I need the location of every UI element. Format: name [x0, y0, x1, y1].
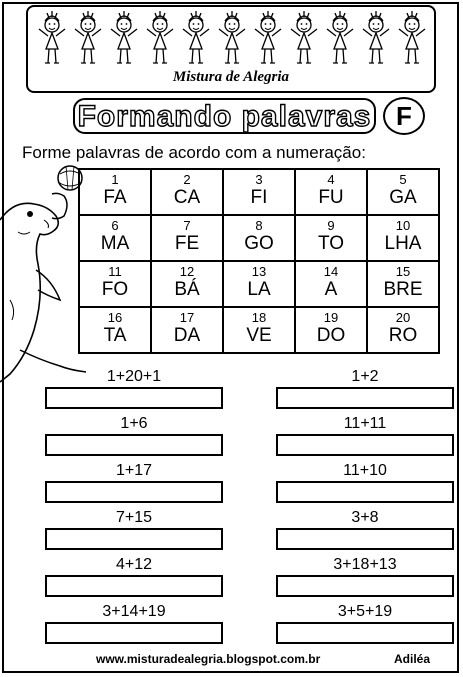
exercise-expression: 1+17: [115, 462, 153, 479]
grid-cell: [295, 169, 367, 215]
cell-syllable: FU: [318, 187, 344, 208]
grid-cell: [79, 215, 151, 261]
exercise-expression: 3+8: [351, 509, 379, 526]
exercise-expression: 1+2: [351, 368, 379, 385]
exercise-left-3: [45, 461, 223, 503]
exercise-expression: 3+14+19: [102, 603, 166, 620]
cell-syllable: MA: [100, 233, 130, 254]
grid-cell: [151, 307, 223, 353]
cell-syllable: TO: [317, 233, 345, 254]
cell-syllable: CA: [173, 187, 201, 208]
grid-cell: [295, 307, 367, 353]
exercise-right-5: [276, 555, 454, 597]
cell-syllable: GA: [389, 187, 417, 208]
cell-syllable: LA: [247, 279, 271, 300]
header-banner: [26, 5, 436, 93]
child-figure-icon: [147, 11, 173, 63]
grid-cell: [223, 307, 295, 353]
cell-number: 10: [395, 218, 411, 233]
answer-box[interactable]: [45, 481, 223, 503]
grid-cell: [367, 307, 439, 353]
child-figure-icon: [363, 11, 389, 63]
answer-box[interactable]: [45, 387, 223, 409]
exercise-right-1: [276, 367, 454, 409]
grid-cell: [79, 307, 151, 353]
cell-number: 14: [323, 264, 339, 279]
cell-syllable: DA: [173, 325, 201, 346]
cell-number: 20: [395, 310, 411, 325]
cell-number: 16: [107, 310, 123, 325]
answer-box[interactable]: [45, 575, 223, 597]
exercise-right-4: [276, 508, 454, 550]
grid-cell: [223, 215, 295, 261]
grid-cell: [223, 261, 295, 307]
child-figure-icon: [75, 11, 101, 63]
instruction-text: Forme palavras de acordo com a numeração:: [22, 143, 366, 162]
cell-syllable: TA: [103, 325, 127, 346]
grid-cell: [295, 215, 367, 261]
exercise-expression: 3+5+19: [337, 603, 393, 620]
exercise-expression: 7+15: [115, 509, 153, 526]
footer-url: www.misturadealegria.blogspot.com.br: [96, 652, 321, 666]
grid-cell: [295, 261, 367, 307]
grid-row: [79, 215, 439, 261]
exercise-left-5: [45, 555, 223, 597]
cell-number: 8: [255, 218, 263, 233]
answer-box[interactable]: [45, 434, 223, 456]
cell-number: 7: [183, 218, 191, 233]
exercise-right-3: [276, 461, 454, 503]
cell-syllable: LHA: [384, 233, 422, 254]
syllable-grid: [78, 168, 440, 354]
cell-syllable: A: [324, 279, 338, 300]
cell-syllable: GO: [244, 233, 274, 254]
child-figure-icon: [255, 11, 281, 63]
cell-number: 18: [251, 310, 267, 325]
child-figure-icon: [291, 11, 317, 63]
child-figure-icon: [399, 11, 425, 63]
seal-with-ball-illustration: [0, 160, 90, 390]
cell-syllable: FI: [250, 187, 268, 208]
grid-cell: [151, 215, 223, 261]
child-figure-icon: [111, 11, 137, 63]
grid-row: [79, 261, 439, 307]
exercise-expression: 1+20+1: [106, 368, 162, 385]
grid-cell: [151, 169, 223, 215]
cell-number: 2: [183, 172, 191, 187]
grid-cell: [151, 261, 223, 307]
cell-syllable: BRE: [383, 279, 423, 300]
answer-box[interactable]: [276, 528, 454, 550]
child-figure-icon: [219, 11, 245, 63]
title-box: [73, 98, 376, 134]
child-figure-icon: [327, 11, 353, 63]
answer-box[interactable]: [45, 528, 223, 550]
grid-cell: [367, 215, 439, 261]
grid-cell: [367, 169, 439, 215]
brand-name: Mistura de Alegria: [172, 69, 290, 85]
answer-box[interactable]: [276, 622, 454, 644]
cell-syllable: FA: [103, 187, 127, 208]
exercise-left-2: [45, 414, 223, 456]
child-figure-icon: [183, 11, 209, 63]
exercise-expression: 11+10: [343, 462, 387, 479]
children-illustration: [34, 9, 430, 67]
answer-box[interactable]: [276, 387, 454, 409]
exercise-expression: 4+12: [115, 556, 153, 573]
letter-badge: F: [383, 97, 425, 135]
child-figure-icon: [39, 11, 65, 63]
grid-cell: [79, 261, 151, 307]
cell-number: 4: [327, 172, 335, 187]
page-title: Formando palavras: [77, 100, 372, 133]
exercise-expression: 3+18+13: [333, 556, 397, 573]
cell-number: 3: [255, 172, 263, 187]
cell-number: 13: [251, 264, 267, 279]
cell-number: 17: [179, 310, 195, 325]
cell-syllable: FE: [174, 233, 200, 254]
grid-row: [79, 307, 439, 353]
cell-syllable: BÁ: [174, 279, 200, 300]
grid-row: [79, 169, 439, 215]
cell-syllable: VE: [246, 325, 272, 346]
cell-syllable: FO: [101, 279, 129, 300]
grid-cell: [223, 169, 295, 215]
cell-number: 15: [395, 264, 411, 279]
cell-number: 19: [323, 310, 339, 325]
cell-number: 11: [108, 264, 122, 279]
answer-box[interactable]: [276, 481, 454, 503]
exercise-expression: 1+6: [120, 415, 148, 432]
exercise-left-4: [45, 508, 223, 550]
footer-author: Adiléa: [394, 652, 431, 666]
exercise-right-6: [276, 602, 454, 644]
exercise-expression: 11+11: [343, 415, 387, 432]
exercise-right-2: [276, 414, 454, 456]
exercise-left-1: [45, 367, 223, 409]
cell-number: 12: [179, 264, 195, 279]
answer-box[interactable]: [45, 622, 223, 644]
cell-syllable: RO: [388, 325, 418, 346]
grid-cell: [79, 169, 151, 215]
grid-cell: [367, 261, 439, 307]
answer-box[interactable]: [276, 434, 454, 456]
cell-number: 9: [327, 218, 335, 233]
cell-number: 6: [111, 218, 119, 233]
cell-syllable: DO: [316, 325, 346, 346]
cell-number: 1: [111, 172, 119, 187]
answer-box[interactable]: [276, 575, 454, 597]
exercise-left-6: [45, 602, 223, 644]
cell-number: 5: [399, 172, 407, 187]
